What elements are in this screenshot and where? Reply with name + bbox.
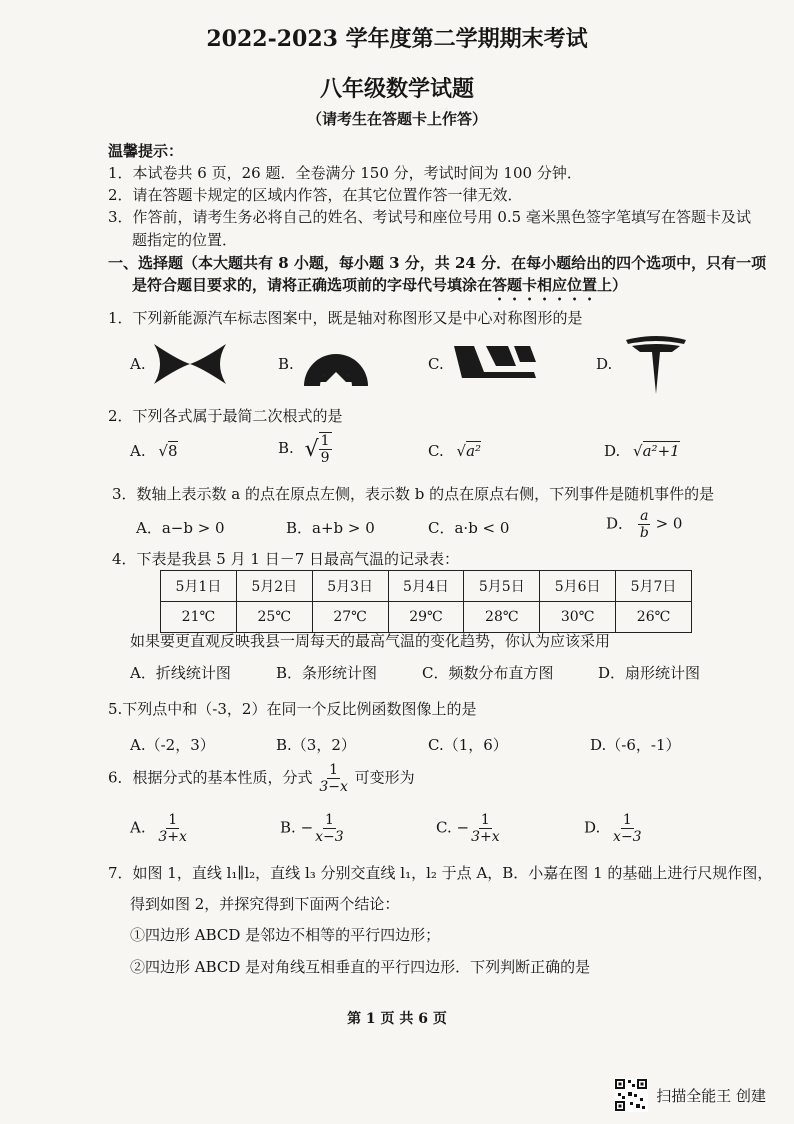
temperature-table — [160, 570, 692, 633]
section-1-instruction — [132, 274, 627, 304]
q4-option-b: B．条形统计图 — [276, 664, 378, 682]
exam-note: （请考生在答题卡上作答） — [306, 110, 487, 128]
scanner-label: 扫描全能王 创建 — [656, 1086, 766, 1105]
q1-stem: 1．下列新能源汽车标志图案中，既是轴对称图形又是中心对称图形的是 — [108, 309, 583, 327]
q2-d-radicand: a²+1 — [642, 442, 680, 460]
section-1-post: 上） — [597, 276, 628, 294]
q1-option-d: D. — [596, 355, 613, 373]
q3-option-c: C．a·b < 0 — [428, 519, 510, 537]
temp-cell: 28℃ — [464, 602, 540, 633]
q3-d-tail: > 0 — [655, 514, 683, 533]
temp-cell: 21℃ — [161, 602, 237, 633]
exam-title: 2022-2023 学年度第二学期期末考试 — [206, 26, 588, 52]
q2-b-den: 9 — [320, 450, 330, 466]
section-1-heading: 一、选择题（本大题共有 8 小题，每小题 3 分，共 24 分．在每小题给出的四个选项中，只有一项 — [108, 254, 767, 272]
q6-b-sign: − — [300, 818, 314, 837]
q1-option-a: A. — [130, 355, 146, 373]
q3-option-b: B．a+b > 0 — [286, 519, 375, 537]
logo-a-icon — [152, 340, 228, 388]
q6-stem-num: 1 — [329, 762, 339, 778]
q6-d-label: D. — [584, 818, 601, 837]
q3-d-num: a — [640, 508, 649, 524]
table-row — [161, 571, 692, 602]
q2-a-radicand: 8 — [167, 442, 178, 460]
q3-option-d — [606, 508, 682, 541]
q6-option-c — [436, 812, 502, 845]
q6-d-den: x−3 — [613, 829, 642, 845]
q6-stem-den: 3−x — [319, 779, 348, 795]
q7-conclusion-2: ②四边形 ABCD 是对角线互相垂直的平行四边形．下列判断正确的是 — [130, 958, 591, 976]
q6-c-num: 1 — [480, 812, 490, 828]
q2-c-radicand: a² — [466, 442, 482, 460]
q6-a-den: 3+x — [158, 829, 187, 845]
q4-stem: 4．下表是我县 5 月 1 日－7 日最高气温的记录表： — [112, 550, 460, 568]
q6-option-b — [280, 812, 346, 845]
q2-stem: 2．下列各式属于最简二次根式的是 — [108, 407, 343, 425]
q6-b-num: 1 — [324, 812, 334, 828]
q6-b-den: x−3 — [315, 829, 344, 845]
date-cell: 5月2日 — [236, 571, 312, 602]
temp-cell: 29℃ — [388, 602, 464, 633]
q2-a-label: A. — [130, 442, 146, 460]
date-cell: 5月1日 — [161, 571, 237, 602]
date-cell: 5月3日 — [312, 571, 388, 602]
temp-cell: 26℃ — [616, 602, 692, 633]
tip-3: 3．作答前，请考生务必将自己的姓名、考试号和座位号用 0.5 毫米黑色签字笔填写在答题卡及试 — [108, 208, 751, 226]
q7-conclusion-1: ①四边形 ABCD 是邻边不相等的平行四边形； — [130, 926, 441, 944]
q7-line-1: 7．如图 1，直线 l₁∥l₂，直线 l₃ 分别交直线 l₁，l₂ 于点 A，B．小嘉在图 1 的基础上进行尺规作图， — [108, 864, 773, 882]
q4-question: 如果要更直观反映我县一周每天的最高气温的变化趋势，你认为应该采用 — [130, 632, 611, 650]
tip-3-cont: 题指定的位置． — [132, 231, 238, 249]
page-number: 第 1 页 共 6 页 — [347, 1011, 447, 1027]
section-1-emphasis: 答题卡相应位置 — [492, 276, 598, 294]
logo-c-icon — [452, 344, 538, 380]
q3-d-den: b — [639, 525, 649, 541]
section-1-pre: 是符合题目要求的，请将正确选项前的字母代号填涂在 — [132, 276, 493, 294]
q6-option-a — [130, 812, 189, 845]
q7-line-2: 得到如图 2，并探究得到下面两个结论： — [130, 895, 400, 913]
q4-option-d: D．扇形统计图 — [598, 664, 701, 682]
q5-option-d: D.（-6，-1） — [590, 736, 681, 754]
q2-c-label: C. — [428, 442, 444, 460]
tip-1: 1．本试卷共 6 页，26 题．全卷满分 150 分，考试时间为 100 分钟． — [108, 164, 582, 182]
q6-a-label: A. — [130, 818, 146, 837]
temp-cell: 30℃ — [540, 602, 616, 633]
q6-option-d — [584, 812, 644, 845]
date-cell: 5月7日 — [616, 571, 692, 602]
q2-option-c: C. √a² — [428, 442, 482, 460]
logo-b-icon — [298, 332, 374, 388]
date-cell: 5月5日 — [464, 571, 540, 602]
q3-stem: 3．数轴上表示数 a 的点在原点左侧，表示数 b 的点在原点右侧，下列事件是随机事件的是 — [112, 485, 715, 503]
q6-c-sign: − — [456, 818, 470, 837]
q5-option-a: A.（-2，3） — [130, 736, 215, 754]
q2-option-a: A. √8 — [130, 442, 178, 460]
q5-stem: 5.下列点中和（-3，2）在同一个反比例函数图像上的是 — [108, 700, 477, 718]
q6-b-label: B. — [280, 818, 296, 837]
q6-stem — [108, 762, 415, 795]
q2-b-label: B. — [278, 439, 294, 457]
scanner-watermark — [614, 1078, 766, 1112]
tip-2: 2．请在答题卡规定的区域内作答，在其它位置作答一律无效． — [108, 186, 523, 204]
table-row — [161, 602, 692, 633]
q6-c-label: C. — [436, 818, 452, 837]
logo-d-icon — [624, 334, 688, 396]
q6-stem-pre: 6．根据分式的基本性质，分式 — [108, 768, 313, 787]
tips-label: 温馨提示： — [108, 142, 184, 160]
q1-option-b: B. — [278, 355, 294, 373]
q3-option-a: A．a−b > 0 — [136, 519, 225, 537]
exam-subtitle: 八年级数学试题 — [319, 76, 474, 102]
date-cell: 5月4日 — [388, 571, 464, 602]
q4-option-c: C．频数分布直方图 — [422, 664, 554, 682]
q2-option-d: D. √a²+1 — [604, 442, 680, 460]
q2-d-label: D. — [604, 442, 621, 460]
q6-a-num: 1 — [168, 812, 178, 828]
q5-option-c: C.（1，6） — [428, 736, 508, 754]
q5-option-b: B.（3，2） — [276, 736, 356, 754]
date-cell: 5月6日 — [540, 571, 616, 602]
q1-option-c: C. — [428, 355, 444, 373]
q6-d-num: 1 — [622, 812, 632, 828]
q2-option-b: B. √ $\frac{1}{9}$ — [278, 433, 330, 466]
qr-code-icon — [614, 1078, 648, 1112]
temp-cell: 27℃ — [312, 602, 388, 633]
q6-stem-post: 可变形为 — [354, 768, 415, 787]
temp-cell: 25℃ — [236, 602, 312, 633]
q6-c-den: 3+x — [471, 829, 500, 845]
q2-b-num: 1 — [320, 433, 330, 449]
q4-option-a: A．折线统计图 — [130, 664, 231, 682]
q3-d-label: D． — [606, 514, 634, 533]
